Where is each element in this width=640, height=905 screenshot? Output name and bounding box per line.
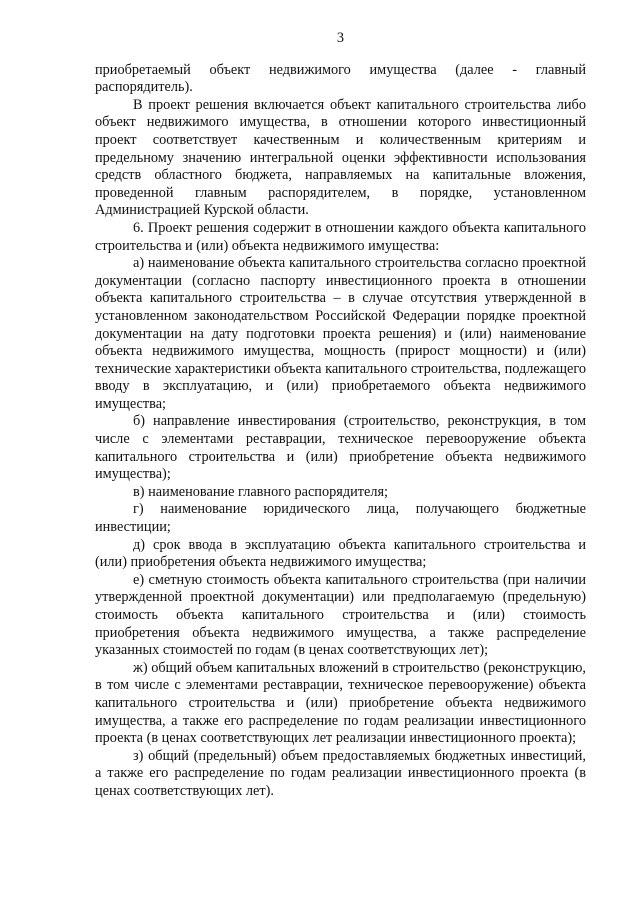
paragraph: е) сметную стоимость объекта капитального строительства (при наличии утвержденной проектной документации) или предполагаемую (предельную) стоимость объекта капитального строительства и (или) стоимость приобретения объекта недвижимого имущества, а также распределение указанных стоимостей по годам (в ценах соответствующих лет); bbox=[95, 571, 586, 659]
paragraph: 6. Проект решения содержит в отношении каждого объекта капитального строительства и (или) объекта недвижимого имущества: bbox=[95, 219, 586, 254]
paragraph: а) наименование объекта капитального строительства согласно проектной документации (согласно паспорту инвестиционного проекта в отношении объекта капитального строительства – в случае отсутствия утвержденной в установленном законодательством Российской Федерации порядке проектной документации на дату подготовки проекта решения) и (или) наименование объекта недвижимого имущества, мощность (прирост мощности) и (или) технические характеристики объекта капитального строительства, подлежащего вводу в эксплуатацию, и (или) приобретаемого объекта недвижимого имущества; bbox=[95, 255, 586, 412]
paragraph: приобретаемый объект недвижимого имущества (далее - главный распорядитель). bbox=[95, 61, 586, 96]
paragraph: б) направление инвестирования (строительство, реконструкция, в том числе с элементами реставрации, техническое перевооружение объекта капитального строительства и (или) приобретение объекта недвижимого имущества); bbox=[95, 413, 586, 483]
page-number: 3 bbox=[336, 30, 345, 46]
paragraph: в) наименование главного распорядителя; bbox=[133, 483, 389, 500]
paragraph: В проект решения включается объект капитального строительства либо объект недвижимого имущества, в отношении которого инвестиционный проект соответствует качественным и количественным критериям и предельному значению интегральной оценки эффективности использования средств областного бюджета, направляемых на капитальные вложения, проведенной главным распорядителем, в порядке, установленном Администрацией Курской области. bbox=[95, 96, 586, 219]
paragraph: з) общий (предельный) объем предоставляемых бюджетных инвестиций, а также его распределение по годам реализации инвестиционного проекта (в ценах соответствующих лет). bbox=[95, 747, 586, 799]
paragraph: г) наименование юридического лица, получающего бюджетные инвестиции; bbox=[95, 501, 586, 536]
document-body bbox=[95, 62, 586, 801]
paragraph: д) срок ввода в эксплуатацию объекта капитального строительства и (или) приобретения объекта недвижимого имущества; bbox=[95, 536, 586, 571]
paragraph: ж) общий объем капитальных вложений в строительство (реконструкцию, в том числе с элементами реставрации, техническое перевооружение) объекта капитального строительства и (или) приобретение объекта недвижимого имущества, а также его распределение по годам реализации инвестиционного проекта (в ценах соответствующих лет реализации инвестиционного проекта); bbox=[95, 659, 586, 747]
